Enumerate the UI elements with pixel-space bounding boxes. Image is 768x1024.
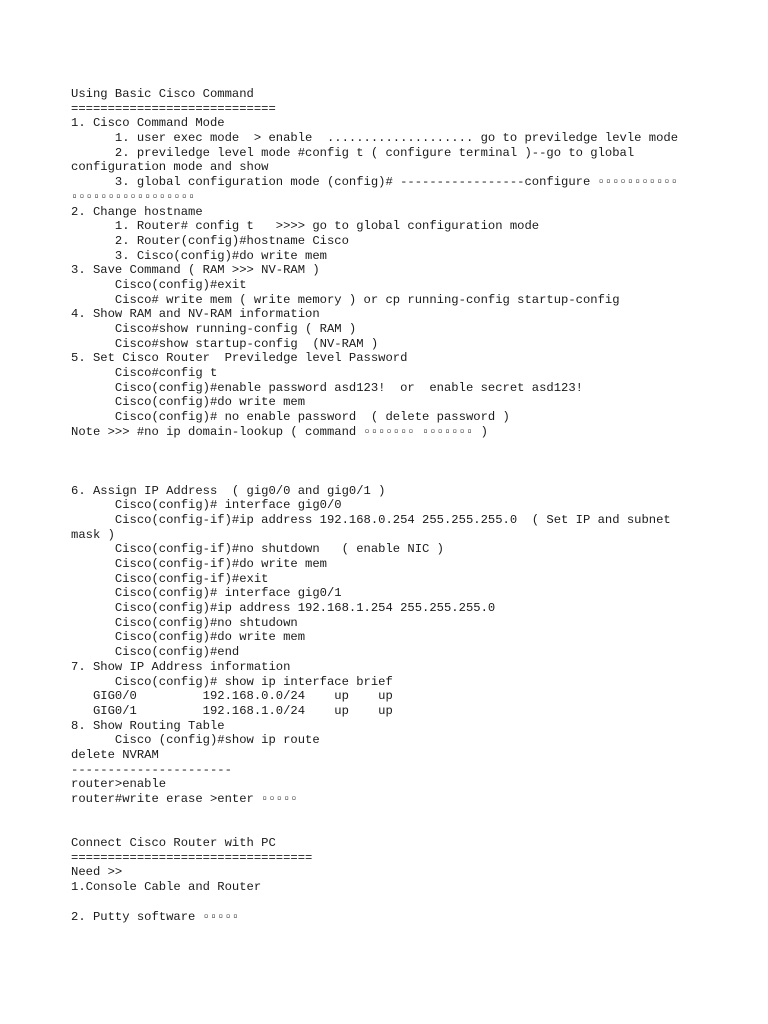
text-line: Cisco(config-if)#no shutdown ( enable NIC ) [71, 542, 444, 557]
text-line: Cisco(config)#do write mem [71, 395, 306, 410]
text-line: Cisco(config)# no enable password ( delete password ) [71, 410, 510, 425]
text-line: 3. Cisco(config)#do write mem [71, 248, 327, 263]
text-line: 8. Show Routing Table [71, 718, 225, 733]
text-line: Cisco(config)#exit [71, 277, 247, 292]
text-line: ▫▫▫▫▫▫▫▫▫▫▫▫▫▫▫▫▫ [71, 189, 196, 204]
text-line: Cisco# write mem ( write memory ) or cp running-config startup-config [71, 292, 620, 307]
text-line: Cisco(config)#ip address 192.168.1.254 255.255.255.0 [71, 601, 496, 616]
text-line: 1. Router# config t >>>> go to global configuration mode [71, 219, 540, 234]
text-line: Cisco(config)#enable password asd123! or enable secret asd123! [71, 380, 583, 395]
text-line: 1. Cisco Command Mode [71, 116, 225, 131]
text-line: delete NVRAM [71, 747, 159, 762]
text-line: router>enable [71, 777, 167, 792]
text-line: 2. Router(config)#hostname Cisco [71, 233, 349, 248]
text-line: Need >> [71, 865, 123, 880]
blank-line [71, 440, 711, 455]
text-line: Cisco (config)#show ip route [71, 733, 320, 748]
text-line: mask ) [71, 527, 115, 542]
blank-line [71, 807, 711, 822]
text-line: Cisco(config-if)#ip address 192.168.0.254 255.255.255.0 ( Set IP and subnet [71, 512, 671, 527]
text-line: 1.Console Cable and Router [71, 880, 262, 895]
text-line: 2. Putty software ▫▫▫▫▫ [71, 909, 240, 924]
text-line: Cisco#show startup-config (NV-RAM ) [71, 336, 379, 351]
text-line: Cisco(config)# interface gig0/0 [71, 498, 342, 513]
text-line: 4. Show RAM and NV-RAM information [71, 307, 320, 322]
text-line: Using Basic Cisco Command [71, 87, 254, 101]
text-line: 5. Set Cisco Router Previledge level Password [71, 351, 408, 366]
text-line: Note >>> #no ip domain-lookup ( command ▫▫▫▫▫▫▫ ▫▫▫▫▫▫▫ ) [71, 424, 488, 439]
text-line: router#write erase >enter ▫▫▫▫▫ [71, 792, 298, 806]
text-line: 3. global configuration mode (config)# -----------------configure ▫▫▫▫▫▫▫▫▫▫▫ [71, 175, 679, 190]
blank-line [71, 821, 711, 836]
text-line: Connect Cisco Router with PC [71, 836, 276, 851]
blank-line [71, 895, 711, 910]
text-line: Cisco(config)# interface gig0/1 [71, 586, 342, 601]
text-line: GIG0/0 192.168.0.0/24 up up [71, 689, 393, 704]
text-line: 2. Change hostname [71, 204, 203, 219]
text-line: 6. Assign IP Address ( gig0/0 and gig0/1 ) [71, 483, 386, 498]
text-line: 3. Save Command ( RAM >>> NV-RAM ) [71, 263, 320, 278]
blank-line [71, 454, 711, 469]
text-line: ============================ [71, 101, 276, 116]
text-line: configuration mode and show [71, 160, 269, 175]
text-line: ================================= [71, 850, 313, 865]
text-line: Cisco#config t [71, 366, 218, 381]
text-line: 7. Show IP Address information [71, 659, 291, 674]
blank-line [71, 469, 711, 484]
text-line: Cisco(config-if)#exit [71, 571, 269, 586]
text-line: Cisco(config)# show ip interface brief [71, 674, 393, 689]
text-line: ---------------------- [71, 762, 232, 777]
text-line: Cisco#show running-config ( RAM ) [71, 322, 357, 336]
text-line: Cisco(config-if)#do write mem [71, 557, 327, 571]
text-line: Cisco(config)#no shtudown [71, 615, 298, 630]
text-line: 2. previledge level mode #config t ( configure terminal )--go to global [71, 145, 635, 160]
document-body [71, 87, 711, 924]
text-line: 1. user exec mode > enable .................... go to previledge levle mode [71, 131, 679, 146]
text-line: Cisco(config)#end [71, 645, 240, 660]
text-line: GIG0/1 192.168.1.0/24 up up [71, 703, 393, 718]
text-line: Cisco(config)#do write mem [71, 630, 306, 645]
